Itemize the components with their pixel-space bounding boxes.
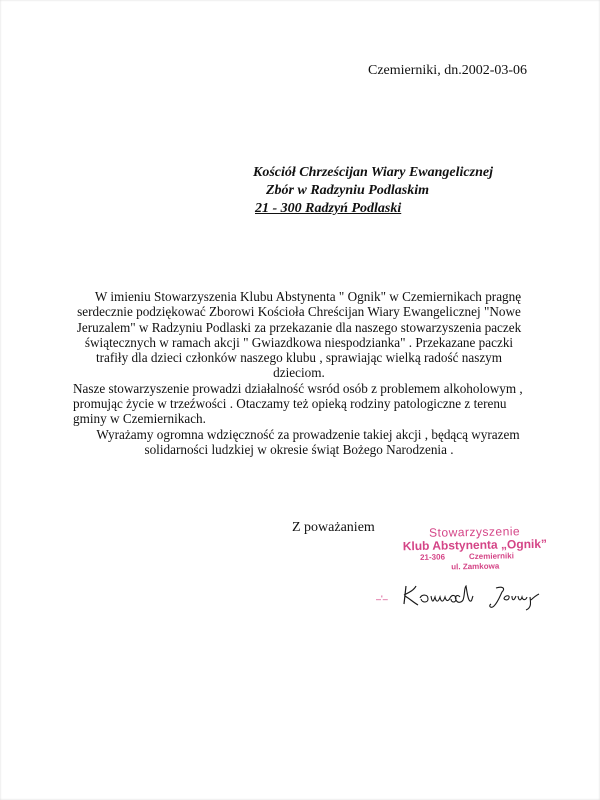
stamp-line-4: ul. Zamkowa xyxy=(451,561,500,572)
addressee-block xyxy=(253,164,493,218)
stamp-mark: –ʹ– xyxy=(376,594,388,604)
place-and-date: Czemierniki, dn.2002-03-06 xyxy=(368,63,528,78)
addressee-line-2: Zbór w Radzyniu Podlaskim xyxy=(266,183,429,198)
stamp-line-2: Klub Abstynenta „Ognik” xyxy=(402,536,548,554)
closing-salutation: Z poważaniem xyxy=(292,520,375,535)
handwritten-signature xyxy=(398,582,568,612)
paragraph-thanks: W imieniu Stowarzyszenia Klubu Abstynenta " Ognik" w Czemiernikach pragnę serdecznie podziękować Zborowi Kościoła Chreścijan Wiary Ewangelicznej "Nowe Jeruzalem" w Radzyniu Podlaski za przekazanie dla naszego stowarzyszenia paczek świątecznych w ramach akcji " Gwiazdkowa niespodzianka" . Przekazane paczki trafiły dla dzieci członków naszego klubu , sprawiając wielką radość naszym dzieciom. xyxy=(76,289,522,381)
addressee-line-3: 21 - 300 Radzyń Podlaski xyxy=(255,201,402,216)
stamp-line-3: 21-306 Czemierniki xyxy=(419,551,514,562)
letter-body xyxy=(73,289,525,457)
paragraph-gratitude: Wyrażamy ogromna wdzięczność za prowadzenie takiej akcji , będącą wyrazem solidarności ludzkiej w okresie świąt Bożego Narodzenia . xyxy=(96,426,520,457)
stamp-line-1: Stowarzyszenie xyxy=(428,524,521,540)
addressee-line-1: Kościół Chrześcijan Wiary Ewangelicznej xyxy=(253,165,493,180)
organization-stamp xyxy=(380,524,571,581)
paragraph-activities: Nasze stowarzyszenie prowadzi działalność wsród osób z problemem alkoholowym , promując życie w trzeźwości . Otaczamy też opieką rodziny patologiczne z terenu gminy w Czemiernikach. xyxy=(73,380,523,427)
